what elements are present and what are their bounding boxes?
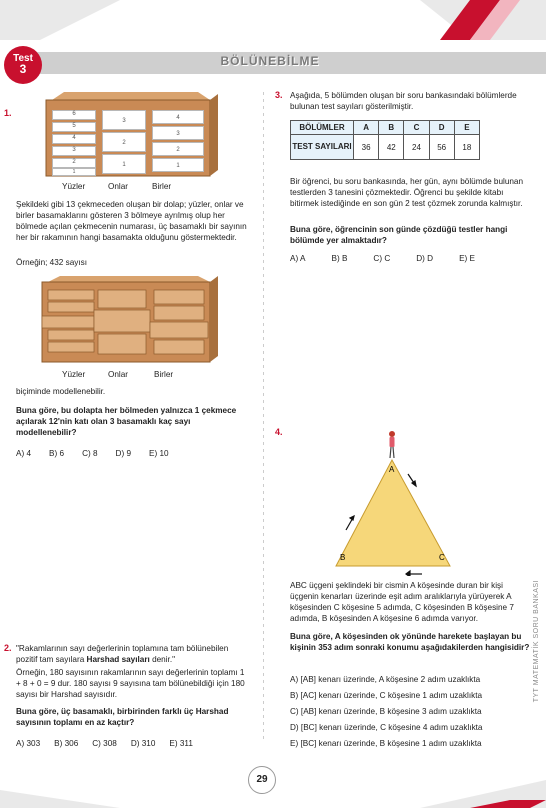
q2-paragraph-2: Örneğin, 180 sayısının rakamlarının sayı değerlerinin toplamı 1 + 8 + 0 = 9 dur. 180 sayısı 9 sayısına tam bölünebildiği için 180 sayısı bir Harshad sayısıdır. [16,668,245,699]
side-book-title: TYT MATEMATİK SORU BANKASI [533,580,540,703]
column-divider [263,92,264,742]
drawer: 6 [52,110,96,120]
q1-model-text: biçiminde modellenebilir. [16,387,106,396]
page-number: 29 [248,766,276,794]
option-a[interactable]: A) A [290,254,306,263]
option-b[interactable]: B) 6 [49,449,65,458]
drawer: 2 [52,158,96,168]
table-header: C [404,121,429,135]
drawer: 5 [52,122,96,132]
triangle-figure [326,426,466,576]
table-cell: 56 [429,135,454,160]
table-cell: 24 [404,135,429,160]
vertex-a: A [389,465,395,474]
option-e[interactable]: E) 311 [169,739,193,748]
label-yuzler: Yüzler [62,182,86,191]
triangle-abc [336,460,450,566]
q1-options [16,448,256,459]
q2-options [16,738,262,749]
question-1-number: 1. [4,108,12,118]
drawer: 1 [152,158,204,172]
label-birler: Birler [152,182,172,191]
drawer: 4 [152,110,204,124]
option-b[interactable]: B) 306 [54,739,79,748]
option-c[interactable]: C) [AB] kenarı üzerinde, B köşesine 3 adım uzaklıkta [290,707,482,716]
q2-question: Buna göre, üç basamaklı, birbirinden farklı üç Harshad sayısının toplamı en az kaçtır? [16,707,229,727]
option-c[interactable]: C) 8 [82,449,98,458]
q1-example: Örneğin; 432 sayısı [16,258,87,267]
option-a[interactable]: A) [AB] kenarı üzerinde, A köşesine 2 adım uzaklıkta [290,675,481,684]
q3-intro: Aşağıda, 5 bölümden oluşan bir soru bankasındaki bölümlerde bulunan test sayıları gösterilmiştir. [290,91,517,111]
drawer: 2 [102,132,146,152]
drawer: 1 [52,168,96,176]
badge-label: Test [13,53,33,64]
vertex-c: C [439,553,445,562]
question-4-number: 4. [275,427,283,437]
option-b[interactable]: B) [AC] kenarı üzerinde, C köşesine 1 adım uzaklıkta [290,691,483,700]
label-birler-2: Birler [154,370,174,379]
drawer: 4 [52,134,96,144]
drawer: 3 [102,110,146,130]
drawer: 3 [52,146,96,156]
option-d[interactable]: D) 9 [115,449,131,458]
table-header: D [429,121,454,135]
table-header: B [379,121,404,135]
table-cell: 42 [379,135,404,160]
option-e[interactable]: E) [BC] kenarı üzerinde, B köşesine 1 adım uzaklıkta [290,739,482,748]
option-d[interactable]: D) [BC] kenarı üzerinde, C köşesine 4 adım uzaklıkta [290,723,483,732]
q4-paragraph: ABC üçgeni şeklindeki bir cismin A köşesinde duran bir kişi üçgenin kenarları üzerinde eşit adım aralıklarıyla yürüyerek A köşesinden C köşesine 5 adımda, C köşesinden B köşesine 7 adımda, B köşesinden A köşesine 6 adımda varıyor. [290,581,514,623]
question-2-number: 2. [4,643,12,653]
option-a[interactable]: A) 303 [16,739,41,748]
cabinet-closed [40,92,220,180]
q4-question: Buna göre, A köşesinden ok yönünde harekete başlayan bu kişinin 353 adım sonraki konumu aşağıdakilerden hangisidir? [290,632,530,652]
option-d[interactable]: D) 310 [130,739,156,748]
cabinet-open [34,276,224,366]
option-d[interactable]: D) D [416,254,434,263]
q3-options [290,253,536,264]
person-figure [389,431,395,458]
table-header: E [454,121,479,135]
table-cell: 36 [354,135,379,160]
option-a[interactable]: A) 4 [16,449,32,458]
test-badge [4,46,42,84]
table-cell: 18 [454,135,479,160]
page-title: BÖLÜNEBİLME [220,54,320,68]
option-b[interactable]: B) B [331,254,348,263]
q2-paragraph-1: "Rakamlarının sayı değerlerinin toplamına tam bölünebilen pozitif tam sayılara Harshad sayıları denir." [16,644,229,664]
label-yuzler-2: Yüzler [62,370,86,379]
drawer: 2 [152,142,204,156]
drawer: 3 [152,126,204,140]
q3-question: Buna göre, öğrencinin son günde çözdüğü testler hangi bölümde yer almaktadır? [290,225,508,245]
drawer: 1 [102,154,146,174]
badge-number: 3 [19,62,27,76]
label-onlar-2: Onlar [108,370,129,379]
question-3-number: 3. [275,90,283,100]
q1-question: Buna göre, bu dolapta her bölmeden yalnızca 1 çekmece açılarak 12'nin katı olan 3 basamaklı kaç sayı modellenebilir? [16,406,237,437]
table-header: BÖLÜMLER [291,121,354,135]
table-header: A [354,121,379,135]
q1-paragraph: Şekildeki gibi 13 çekmeceden oluşan bir dolap; yüzler, onlar ve birler basamaklarını gösteren 3 bölmeye ayrılmış olup her bölmede açılan çekmecenin numarası, üç basamaklı bir sayının her bir rakamının hangi basamakta olduğunu göstermektedir. [16,200,247,242]
q4-options [290,674,530,749]
vertex-b: B [340,553,346,562]
option-e[interactable]: E) E [459,254,476,263]
q3-table [290,120,480,160]
table-row-label: TEST SAYILARI [291,135,354,160]
q3-paragraph: Bir öğrenci, bu soru bankasında, her gün, aynı bölümde bulunan testlerden 3 tanesini çözmektedir. Öğrenci bu şekilde kitabı bitirmek istediğinde en son gün 2 test çözmek zorunda kalmıştır. [290,177,524,208]
footer-stripes [0,770,546,808]
option-c[interactable]: C) C [373,254,391,263]
label-onlar: Onlar [108,182,129,191]
option-c[interactable]: C) 308 [92,739,117,748]
option-e[interactable]: E) 10 [149,449,169,458]
header-stripes [0,0,546,40]
